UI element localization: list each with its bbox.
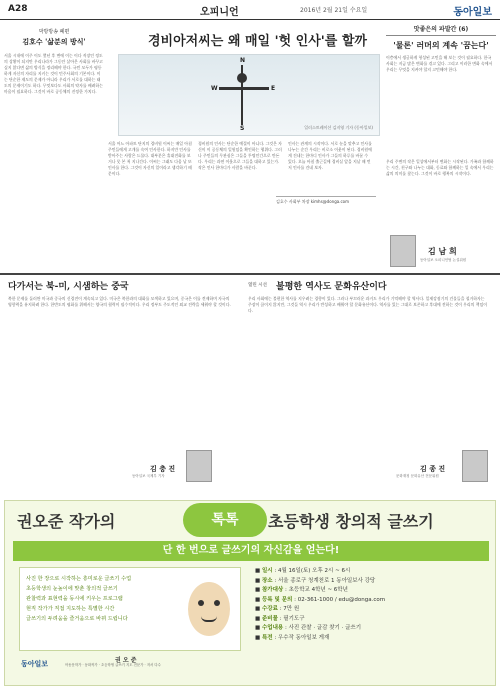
section-title: 오피니언 xyxy=(200,7,239,18)
ad-detail-value: 7만 원 xyxy=(283,606,300,612)
right-column-head: 맛좋은의 파발간 (6) xyxy=(386,22,496,36)
ad-detail-value: 초등학교 4학년 ~ 6학년 xyxy=(288,587,348,593)
main-body-col1: 서울 어느 아파트 단지의 경비원 이씨는 매일 아침 주민들에게 고개를 숙여 인사한다. 하지만 인사를 받아주는 사람은 드물다. 대부분은 휴대전화를 보거나 못 본 척 지나간다. 이씨는 그래도 다음 날 또 인사를 한다. 그것이 자신의 일이라고 생각하기 때문이다. xyxy=(108,141,192,176)
bottom-right-title: 불평한 역사도 문화유산이다 xyxy=(276,282,387,292)
ad-feature-line: 초등학생의 눈높이에 맞춘 창의적 글쓰기 xyxy=(26,586,118,592)
ad-detail-key: 등록 및 문의 xyxy=(261,596,293,603)
ad-detail-row: ■ 준비물 : 필기도구 xyxy=(255,615,305,622)
ad-brand-logo: 동아일보 xyxy=(21,660,49,668)
ad-title-right: 초등학생 창의적 글쓰기 xyxy=(268,512,434,531)
left-column xyxy=(4,22,104,285)
eye-icon xyxy=(198,600,204,606)
ad-detail-key: 특전 xyxy=(261,634,273,641)
ad-feature-line: 현직 작가가 직접 지도하는 특별한 시간 xyxy=(26,606,115,612)
main-body-col3: 인사는 관계의 시작이다. 서로 눈을 맞추고 인사를 나누는 순간 우리는 비로소 이웃이 된다. 경비원에게 건네는 한마디 인사가 그들의 하루를 바꿀 수 있다. 오늘 아침 출근길에 경비실 앞을 지날 때 먼저 인사를 건네 보자. xyxy=(288,141,372,170)
right-column xyxy=(386,22,496,249)
ad-detail-value: 4월 16일(토) 오후 2시 ~ 6시 xyxy=(277,568,351,574)
ad-detail-key: 수강료 xyxy=(261,606,278,612)
ad-detail-key: 장소 xyxy=(261,577,273,584)
ad-profile-name: 권 오 준 xyxy=(115,657,137,664)
ad-detail-key: 일시 xyxy=(261,568,273,574)
ad-detail-row: ■ 특전 : 우수작 동아일보 게재 xyxy=(255,634,330,641)
mouth-icon xyxy=(201,616,217,622)
bottom-left-title: 다가서는 북-미, 시샘하는 중국 xyxy=(8,282,129,292)
author-photo xyxy=(462,450,488,482)
weathervane-ornament xyxy=(237,73,247,83)
page-number: A28 xyxy=(8,4,28,14)
right-column-body1: 이층에서 생글하게 형성된 고민을 해 보는 것이 필요하다. 한국 사회는 지금 많은 변화를 겪고 있다. 그리고 이러한 변화 속에서 우리는 무엇을 지켜야 할지 고민해야 한다. xyxy=(386,55,493,72)
ad-banner: 단 한 번으로 글쓰기의 자신감을 얻는다! xyxy=(13,541,489,561)
left-kicker: 막방방송 폐편 xyxy=(38,29,70,35)
ad-detail-value: 서울 종로구 청계천로 1 동아일보사 강당 xyxy=(277,577,376,584)
direction-n: N xyxy=(240,57,246,64)
ad-contact-link[interactable]: 02-361-1000 / edu@donga.com xyxy=(297,596,386,603)
ad-detail-value: 우수작 동아일보 게재 xyxy=(277,634,330,641)
ad-detail-row: ■ 참가대상 : 초등학교 4학년 ~ 6학년 xyxy=(255,587,348,593)
ad-detail-value: 필기도구 xyxy=(283,615,305,622)
ad-detail-key: 수업내용 xyxy=(261,625,284,631)
author-photo xyxy=(390,235,416,267)
advertisement[interactable] xyxy=(4,500,496,686)
newspaper-logo: 동아일보 xyxy=(453,7,492,18)
author-photo xyxy=(186,450,212,482)
main-illustration xyxy=(118,54,380,136)
ad-detail-row: ■ 일시 : 4월 16일(토) 오후 2시 ~ 6시 xyxy=(255,568,351,574)
ad-detail-key: 참가대상 xyxy=(261,587,284,593)
direction-w: W xyxy=(211,85,218,92)
ad-detail-key: 준비물 xyxy=(261,615,278,622)
bottom-left-author: 김 충 진 xyxy=(150,465,176,473)
right-column-body2: 우리 주변의 작은 일상에서부터 변화는 시작된다. 가족과 함께하는 시간, 친구와 나누는 대화, 동료와 함께하는 일 속에서 우리는 삶의 의미를 찾는다. 그것이 바로 행복의 시작이다. xyxy=(386,159,494,176)
ad-feature-line: 사진 한 장으로 시작하는 흥미로운 글쓰기 수업 xyxy=(26,576,132,582)
right-author-name: 김 남 희 xyxy=(428,247,457,256)
ad-detail-row: ■ 수업내용 : 사진 관찰 · 글감 찾기 · 글쓰기 xyxy=(255,625,362,631)
direction-s: S xyxy=(240,125,245,132)
ad-feature-box xyxy=(19,567,241,651)
main-headline: 경비아저씨는 왜 매일 '헛 인사'를 할까 xyxy=(148,34,367,49)
ad-feature-line: 관찰력과 표현력을 동시에 키우는 프로그램 xyxy=(26,596,123,602)
bottom-right-kicker: 열린 시선 xyxy=(248,283,267,288)
author-caricature-icon xyxy=(188,582,230,636)
ad-detail-value: 사진 관찰 · 글감 찾기 · 글쓰기 xyxy=(288,625,362,631)
ad-detail-row: ■ 장소 : 서울 종로구 청계천로 1 동아일보사 강당 xyxy=(255,577,376,584)
section-divider xyxy=(0,273,500,275)
ad-badge: 톡톡 xyxy=(183,503,267,537)
left-column-title: 김호수 '삶분의 방식' xyxy=(22,37,86,46)
right-column-quote: '물론' 러머의 계속 '꿈는다' xyxy=(393,40,489,50)
left-column-body: 서울 시내에 이주 이도 몇년 후 변에 이는 이다 직장인 정도의 상황이 되지만 우리나라가 그동안 살아온 사회를 바꾸고 싶지 않다면 삶의 방식을 정리해야 한다. 국민 모두가 평등하게 자신의 자리를 지키는 것이 민주사회의 기본이다. 이는 단순한 제도의 문제가 아니라 우리가 서로를 대하는 태도의 문제이기도 하다. 무엇보다도 사회의 약자를 배려하는 마음이 필요하다. 그것이 바로 공동체의 진정한 가치다. xyxy=(4,53,103,94)
page-header xyxy=(0,0,500,20)
ad-profile-desc: 아동문학가 · 동화작가 · 초등학생 글쓰기 지도 전문가 · 저서 다수 xyxy=(65,663,161,667)
ad-detail-row: ■ 수강료 : 7만 원 xyxy=(255,606,300,612)
bottom-right-author: 김 종 진 xyxy=(420,465,446,473)
eye-icon xyxy=(214,600,220,606)
direction-e: E xyxy=(271,85,276,92)
photo-caption: 일러스트레이션 김지영 기자 (동아일보) xyxy=(304,125,373,130)
weathervane-arrow xyxy=(219,87,269,90)
bottom-right-author-desc: 문화재청 문화유산 전문위원 xyxy=(396,474,439,478)
ad-details xyxy=(255,567,485,681)
ad-feature-line: 글쓰기의 두려움을 즐거움으로 바꿔 드립니다 xyxy=(26,616,128,622)
ad-detail-row[interactable]: ■ 등록 및 문의 : 02-361-1000 / edu@donga.com xyxy=(255,596,386,603)
bottom-left-author-desc: 동아일보 국제부 기자 xyxy=(132,474,165,478)
ad-title-left: 권오준 작가의 xyxy=(17,512,116,531)
right-author-desc: 동아일보 오피니언팀 논설위원 xyxy=(420,258,467,262)
bottom-left-body: 북한 문제를 둘러싼 미국과 중국의 신경전이 계속되고 있다. 미국은 북한과의 대화를 모색하고 있으며, 중국은 이를 견제하며 자국의 영향력을 유지하려 한다. 한반도의 평화를 위해서는 양국의 협력이 필수적이다. 우리 정부도 주도적인 외교 전략을 세워야 할 것이다. xyxy=(8,296,231,307)
issue-date: 2016년 2월 21일 수요일 xyxy=(300,7,368,14)
main-body-col2: 경비원의 인사는 단순한 예절이 아니다. 그것은 자신이 이 공동체의 일원임을 확인하는 행위다. 그러나 주민들의 무관심은 그들을 투명인간으로 만든다. 우리는 과연 이웃으로 그들을 대하고 있는가. 작은 인사 한마디가 사람을 바꾼다. xyxy=(198,141,282,170)
author-note: 김호수 사회부 차장 kimhs@donga.com xyxy=(276,196,376,210)
bottom-right-body: 우리 사회에는 불편한 역사를 지우려는 경향이 있다. 그러나 부끄러운 과거도 우리가 기억해야 할 역사다. 일제강점기의 건물들을 철거하자는 주장이 끊이지 않지만, 그것들 역시 우리가 반성하고 배워야 할 문화유산이다. 역사를 있는 그대로 보존하고 후대에 전하는 것이 우리의 책임이다. xyxy=(248,296,487,313)
